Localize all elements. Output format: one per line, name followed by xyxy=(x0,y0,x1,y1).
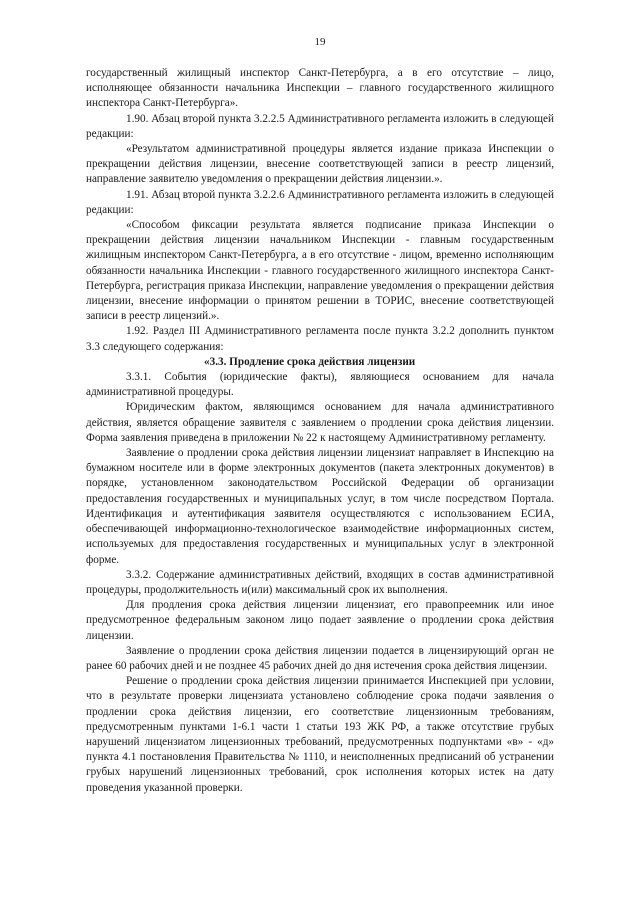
paragraph-decision-conditions: Решение о продлении срока действия лицензии принимается Инспекцией при условии, что в результате проверки лицензиата установлено соблюдение срока подачи заявления о продлении срока действия лицензии, его соответствие лицензионным требованиям, предусмотренным пунктами 1-6.1 части 1 статьи 193 ЖК РФ, а также отсутствие грубых нарушений лицензиатом лицензионных требований, предусмотренных подпунктами «в» - «д» пункта 4.1 постановления Правительства № 1110, и неисполненных предписаний об устранении грубых нарушений лицензионных требований, срок исполнения которых истек на дату проведения указанной проверки. xyxy=(86,675,554,794)
page-number: 19 xyxy=(314,36,326,48)
document-body xyxy=(86,66,554,796)
paragraph-1-92: 1.92. Раздел III Административного регламента после пункта 3.2.2 дополнить пунктом 3.3 следующего содержания: xyxy=(86,325,554,353)
section-heading-3-3: «3.3. Продление срока действия лицензии xyxy=(204,355,416,368)
paragraph-application-submission: Заявление о продлении срока действия лицензии лицензиат направляет в Инспекцию на бумажном носителе или в форме электронных документов (пакета электронных документов) в порядке, установленном законодательством Российской Федерации об организации предоставления государственных и муниципальных услуг, в том числе посредством Портала. Идентификация и аутентификация заявителя осуществляются с использованием ЕСИА, обеспечивающей информационно-технологическое взаимодействие информационных систем, используемых для предоставления государственных и муниципальных услуг в электронной форме. xyxy=(86,447,554,566)
paragraph-submission-deadline: Заявление о продлении срока действия лицензии подается в лицензирующий орган не ранее 60 рабочих дней и не позднее 45 рабочих дней до дня истечения срока действия лицензии. xyxy=(86,644,554,672)
paragraph-extension-applicant: Для продления срока действия лицензии лицензиат, его правопреемник или иное предусмотренное федеральным законом лицо подает заявление о продлении срока действия лицензии. xyxy=(86,599,554,642)
paragraph-3-3-2: 3.3.2. Содержание административных действий, входящих в состав административной процедуры, продолжительность и(или) максимальный срок их выполнения. xyxy=(86,568,554,596)
paragraph-quote-result: «Результатом административной процедуры является издание приказа Инспекции о прекращении действия лицензии, внесение соответствующей записи в реестр лицензий, направление заявителю уведомления о прекращении действия лицензии.». xyxy=(86,143,554,186)
paragraph-legal-fact: Юридическим фактом, являющимся основанием для начала административного действия, является обращение заявителя с заявлением о продлении срока действия лицензии. Форма заявления приведена в приложении № 22 к настоящему Административному регламенту. xyxy=(86,401,554,444)
paragraph-continuation: государственный жилищный инспектор Санкт-Петербурга, а в его отсутствие – лицо, исполняющее обязанности начальника Инспекции – главного государственного жилищного инспектора Санкт-Петербурга». xyxy=(86,67,554,110)
paragraph-quote-fixation: «Способом фиксации результата является подписание приказа Инспекции о прекращении действия лицензии начальником Инспекции - главным государственным жилищным инспектором Санкт-Петербурга, а в его отсутствие - лицом, временно исполняющим обязанности начальника Инспекции - главного государственного жилищного инспектора Санкт-Петербурга, регистрация приказа Инспекции, направление уведомления о прекращении действия лицензии, внесение информации о принятом решении в ТОРИС, внесение соответствующей записи в реестр лицензий.». xyxy=(86,219,554,323)
paragraph-3-3-1: 3.3.1. События (юридические факты), являющиеся основанием для начала административной процедуры. xyxy=(86,371,554,399)
paragraph-1-90: 1.90. Абзац второй пункта 3.2.2.5 Административного регламента изложить в следующей редакции: xyxy=(86,112,554,140)
paragraph-1-91: 1.91. Абзац второй пункта 3.2.2.6 Административного регламента изложить в следующей редакции: xyxy=(86,188,554,216)
